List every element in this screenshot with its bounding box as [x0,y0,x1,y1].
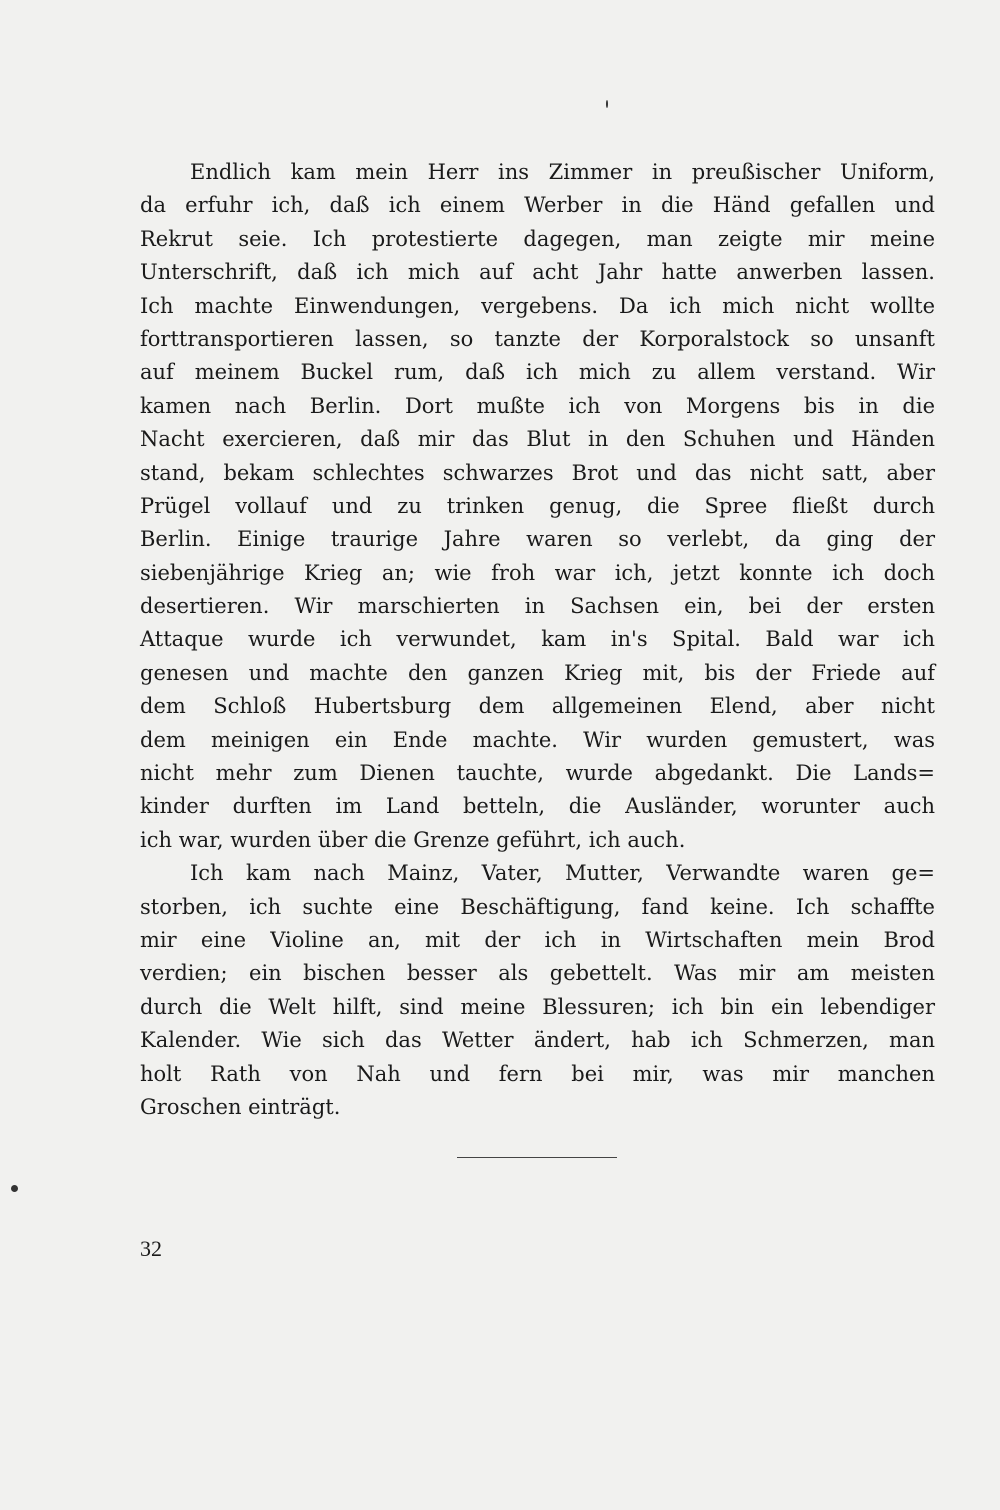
text-line: ich war, wurden über die Grenze geführt, ich auch. [140,827,686,852]
text-line: holt Rath von Nah und fern bei mir, was mir manchen [140,1061,935,1086]
text-line: Attaque wurde ich verwundet, kam in's Spital. Bald war ich [140,627,935,652]
text-line: forttransportieren lassen, so tanzte der Korporalstock so unsanft [140,326,935,351]
text-line: kamen nach Berlin. Dort mußte ich von Morgens bis in die [140,393,935,418]
text-line: dem meinigen ein Ende machte. Wir wurden gemustert, was [140,727,935,752]
text-line: Kalender. Wie sich das Wetter ändert, hab ich Schmerzen, man [140,1028,935,1053]
text-line: genesen und machte den ganzen Krieg mit, bis der Friede auf [140,660,935,685]
text-line: mir eine Violine an, mit der ich in Wirtschaften mein Brod [140,927,935,952]
end-rule-divider [457,1157,617,1158]
text-line: da erfuhr ich, daß ich einem Werber in die Händ gefallen und [140,193,935,218]
page-number: 32 [140,1236,162,1261]
scan-speck [11,1185,18,1192]
text-line: Endlich kam mein Herr ins Zimmer in preußischer Uniform, [190,160,935,184]
text-line: desertieren. Wir marschierten in Sachsen ein, bei der ersten [140,594,935,619]
text-line: storben, ich suchte eine Beschäftigung, fand keine. Ich schaffte [140,894,935,919]
text-line: siebenjährige Krieg an; wie froh war ich, jetzt konnte ich doch [140,560,935,585]
text-line: Berlin. Einige traurige Jahre waren so verlebt, da ging der [140,527,935,552]
text-line: dem Schloß Hubertsburg dem allgemeinen Elend, aber nicht [140,694,935,719]
body-text [140,156,935,1124]
text-line: Nacht exercieren, daß mir das Blut in den Schuhen und Händen [140,427,935,452]
text-line: nicht mehr zum Dienen tauchte, wurde abgedankt. Die Lands= [140,761,935,786]
text-line: Prügel vollauf und zu trinken genug, die Spree fließt durch [140,493,935,518]
scan-speck [606,100,608,108]
text-line: verdien; ein bischen besser als gebettelt. Was mir am meisten [140,961,935,986]
text-line: kinder durften im Land betteln, die Ausländer, worunter auch [140,794,935,819]
text-line: stand, bekam schlechtes schwarzes Brot und das nicht satt, aber [140,460,935,485]
text-line: auf meinem Buckel rum, daß ich mich zu allem verstand. Wir [140,360,935,385]
text-line: Groschen einträgt. [140,1094,341,1119]
text-line: Rekrut seie. Ich protestierte dagegen, man zeigte mir meine [140,226,935,251]
text-line: Ich machte Einwendungen, vergebens. Da ich mich nicht wollte [140,293,935,318]
text-line: Unterschrift, daß ich mich auf acht Jahr hatte anwerben lassen. [140,260,935,285]
text-line: durch die Welt hilft, sind meine Blessuren; ich bin ein lebendiger [140,994,935,1019]
text-line: Ich kam nach Mainz, Vater, Mutter, Verwandte waren ge= [190,861,935,886]
